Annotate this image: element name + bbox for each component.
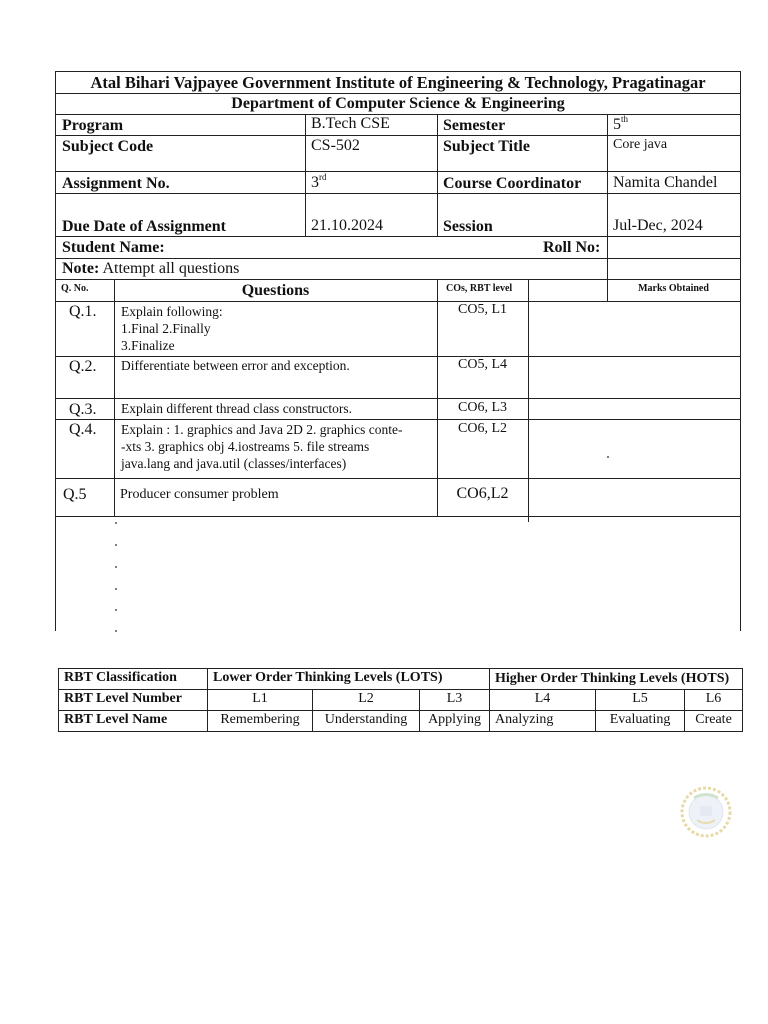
note-text: Attempt all questions (102, 260, 240, 277)
session-label: Session (443, 218, 493, 235)
subject-code-label: Subject Code (62, 138, 154, 155)
rbt-level-number: L1 (208, 690, 313, 711)
question-co-level: CO5, L1 (458, 302, 507, 317)
semester-value: 5th (613, 114, 629, 133)
question-text: Explain following: 1.Final 2.Finally 3.Finalize (121, 304, 223, 353)
subject-code-value: CS-502 (311, 137, 360, 154)
rbt-level-name-row (59, 711, 743, 732)
institute-name: Atal Bihari Vajpayee Government Institute of Engineering & Technology, Pragatinagar (90, 73, 706, 92)
question-text: Explain : 1. graphics and Java 2D 2. graphics conte- -xts 3. graphics obj 4.iostreams 5. file streams java.lang and java.util (classes/interfaces) (121, 422, 403, 471)
department-name: Department of Computer Science & Engineering (231, 95, 565, 112)
rbt-level-number-label: RBT Level Number (59, 690, 208, 711)
col-questions-header: Questions (241, 282, 310, 299)
question-text: Explain different thread class constructors. (121, 401, 353, 416)
rbt-level-name: Remembering (208, 711, 313, 732)
col-qno-header: Q. No. (61, 283, 89, 294)
rbt-level-name: Evaluating (596, 711, 685, 732)
subject-title-label: Subject Title (443, 138, 530, 155)
rbt-level-number: L5 (596, 690, 685, 711)
question-text: Differentiate between error and exception. (121, 358, 350, 373)
program-label: Program (62, 117, 124, 134)
rbt-level-name: Create (685, 711, 743, 732)
student-name-label: Student Name: (62, 239, 165, 256)
question-co-level: CO6, L2 (458, 421, 507, 436)
assignment-no-value: 3rd (311, 172, 327, 191)
question-number: Q.3. (69, 401, 97, 418)
rbt-level-name: Applying (420, 711, 490, 732)
rbt-hots-header: Higher Order Thinking Levels (HOTS) (490, 669, 743, 690)
rbt-level-name: Analyzing (490, 711, 596, 732)
rbt-lots-header: Lower Order Thinking Levels (LOTS) (208, 669, 490, 690)
question-text: Producer consumer problem (120, 487, 279, 502)
course-coordinator-value: Namita Chandel (613, 174, 718, 191)
rbt-level-name-label: RBT Level Name (59, 711, 208, 732)
rbt-level-name: Understanding (313, 711, 420, 732)
note (62, 260, 239, 278)
roll-no-label: Roll No: (543, 239, 601, 256)
rbt-level-number: L4 (490, 690, 596, 711)
due-date-label: Due Date of Assignment (62, 218, 226, 235)
due-date-value: 21.10.2024 (311, 217, 383, 234)
program-value: B.Tech CSE (311, 115, 390, 132)
note-label: Note: (62, 260, 100, 277)
question-co-level: CO6, L3 (458, 400, 507, 415)
question-number: Q.1. (69, 303, 97, 320)
question-co-level: CO5, L4 (458, 357, 507, 372)
session-value: Jul-Dec, 2024 (613, 217, 703, 234)
institute-seal-watermark (680, 786, 732, 838)
rbt-classification-label: RBT Classification (59, 669, 208, 690)
col-cos-header: COs, RBT level (446, 283, 513, 294)
rbt-level-number-row (59, 690, 743, 711)
question-number: Q.4. (69, 421, 97, 438)
rbt-classification-row (59, 669, 743, 690)
col-marks-header: Marks Obtained (638, 283, 709, 294)
subject-title-value: Core java (613, 137, 668, 152)
rbt-classification-table (58, 668, 743, 732)
course-coordinator-label: Course Coordinator (443, 175, 582, 192)
question-number: Q.5 (63, 486, 87, 503)
rbt-level-number: L6 (685, 690, 743, 711)
assignment-no-label: Assignment No. (62, 175, 170, 192)
semester-label: Semester (443, 117, 506, 134)
rbt-level-number: L3 (420, 690, 490, 711)
question-co-level: CO6,L2 (456, 485, 509, 502)
question-number: Q.2. (69, 358, 97, 375)
rbt-level-number: L2 (313, 690, 420, 711)
